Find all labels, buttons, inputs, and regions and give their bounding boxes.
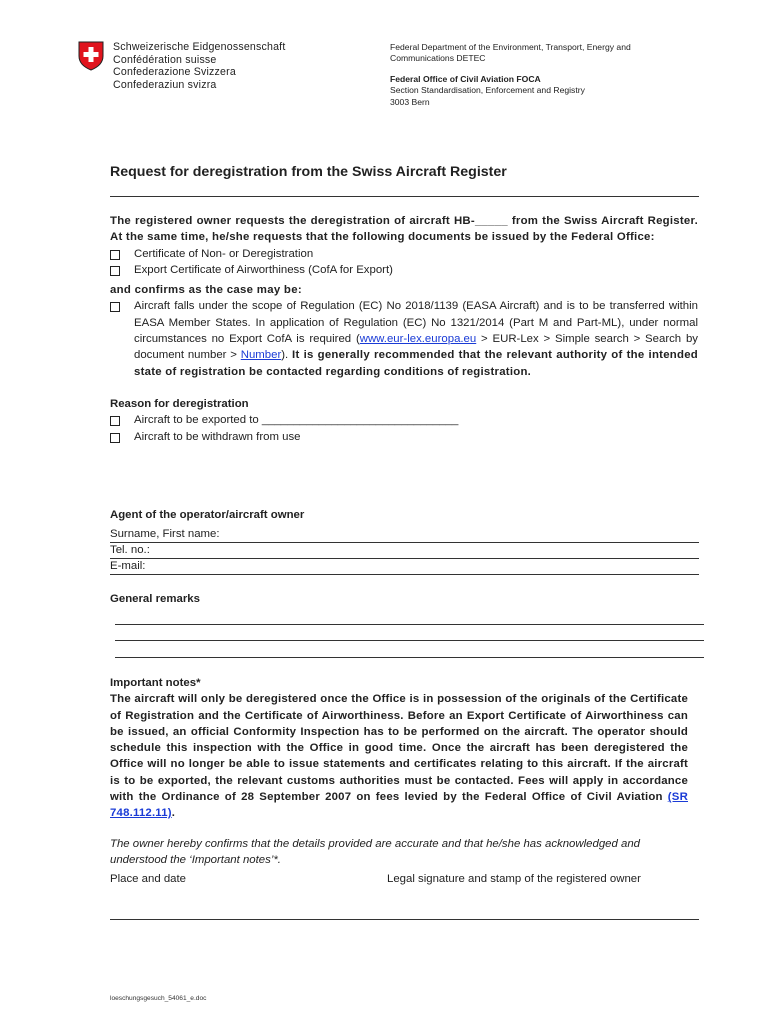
confederation-name-it: Confederazione Svizzera [113, 66, 236, 79]
reason-option-export-label: Aircraft to be exported to _______________________________ [134, 414, 459, 427]
title-divider [110, 196, 699, 197]
reason-option-withdrawn[interactable] [110, 429, 698, 445]
request-body [110, 213, 698, 445]
signature-line[interactable] [110, 919, 699, 920]
doc-option-deregistration-checkbox[interactable] [110, 250, 120, 260]
department-block [390, 42, 631, 108]
eur-lex-link[interactable]: www.eur-lex.europa.eu [359, 333, 477, 346]
agent-label: Agent of the operator/aircraft owner [110, 509, 305, 521]
confirm-text-a: Aircraft falls under the scope of Regulation (EC) No 2018/1139 (EASA Aircraft) and is to be transferred within EASA Member States. In application of Regulation (EC) No 1321/2014 (Part M and Part-ML), under normal circumstances no Export CofA is required ( [134, 300, 698, 346]
request-intro: The registered owner requests the deregistration of aircraft HB-_____ from the Swiss Aircraft Register. At the same time, he/she requests that the following documents be issued by the Federal Office: [110, 215, 698, 244]
doc-option-export-cofa-label: Export Certificate of Airworthiness (CofA for Export) [134, 263, 393, 276]
notes-end: . [171, 807, 176, 820]
agent-email-field[interactable]: E-mail: [110, 559, 699, 575]
department-line-2: Communications DETEC [390, 53, 486, 64]
confirm-recommendation: It is generally recommended that the relevant authority of the intended state of registration be contacted regarding conditions of registration. [134, 349, 698, 378]
place-date-label: Place and date [110, 873, 186, 885]
confirm-label: and confirms as the case may be: [110, 284, 302, 297]
reason-option-export-checkbox[interactable] [110, 416, 120, 426]
notes-text [110, 691, 688, 821]
doc-option-export-cofa[interactable] [110, 262, 698, 278]
office-name: Federal Office of Civil Aviation FOCA [390, 73, 541, 84]
confederation-names [113, 41, 285, 91]
agent-phone-field[interactable]: Tel. no.: [110, 543, 699, 559]
remarks-line-1[interactable] [115, 624, 704, 625]
confederation-name-rm: Confederaziun svizra [113, 78, 217, 91]
confirm-option-easa-checkbox[interactable] [110, 302, 120, 312]
confirm-option-easa[interactable] [110, 298, 698, 379]
office-city: 3003 Bern [390, 96, 430, 107]
reason-label: Reason for deregistration [110, 397, 249, 410]
doc-option-deregistration-label: Certificate of Non- or Deregistration [134, 247, 314, 260]
reason-option-withdrawn-label: Aircraft to be withdrawn from use [134, 430, 301, 443]
reason-option-withdrawn-checkbox[interactable] [110, 433, 120, 443]
confederation-name-fr: Confédération suisse [113, 53, 217, 66]
confederation-name-de: Schweizerische Eidgenossenschaft [113, 41, 286, 53]
remarks-line-2[interactable] [115, 640, 704, 641]
notes-label: Important notes* [110, 677, 201, 689]
sr-748-link[interactable]: (SR 748.112.11) [110, 791, 688, 820]
confirm-text-b: > EUR-Lex > Simple search > Search by document number > [134, 333, 698, 362]
department-line-1: Federal Department of the Environment, Transport, Energy and [390, 42, 631, 52]
doc-option-deregistration[interactable] [110, 246, 698, 262]
doc-option-export-cofa-checkbox[interactable] [110, 266, 120, 276]
confirm-text-c: ). [281, 349, 293, 362]
notes-body: The aircraft will only be deregistered once the Office is in possession of the originals of the Certificate of Registration and the Certificate of Airworthiness. Before an Export Certificate of Airworthiness can be issued, an official Conformity Inspection has to be performed on the aircraft. The operator should schedule this inspection with the Office in good time. Once the aircraft has been deregistered the Office will no longer be able to issue statements and certificates relating to this aircraft. If the aircraft is to be exported, the relevant customs authorities must be contacted. Fees will apply in accordance with the Ordinance of 28 September 2007 on fees levied by the Federal Office of Civil Aviation [110, 693, 688, 804]
file-name-footer: loeschungsgesuch_54061_e.doc [110, 995, 207, 1002]
owner-confirmation: The owner hereby confirms that the details provided are accurate and that he/she has acknowledged and understood the ‘Important notes’*. [110, 838, 640, 867]
confirm-option-easa-text [134, 298, 698, 379]
section-name: Section Standardisation, Enforcement and Registry [390, 85, 585, 96]
agent-name-field[interactable]: Surname, First name: [110, 527, 699, 543]
swiss-coat-of-arms-icon [78, 41, 104, 71]
legal-signature-label: Legal signature and stamp of the registered owner [387, 873, 641, 885]
remarks-label: General remarks [110, 593, 200, 605]
important-notes [110, 675, 688, 822]
page-title: Request for deregistration from the Swiss Aircraft Register [110, 164, 507, 180]
number-link[interactable]: Number [240, 349, 282, 362]
reason-option-export[interactable] [110, 412, 698, 428]
remarks-line-3[interactable] [115, 657, 704, 658]
